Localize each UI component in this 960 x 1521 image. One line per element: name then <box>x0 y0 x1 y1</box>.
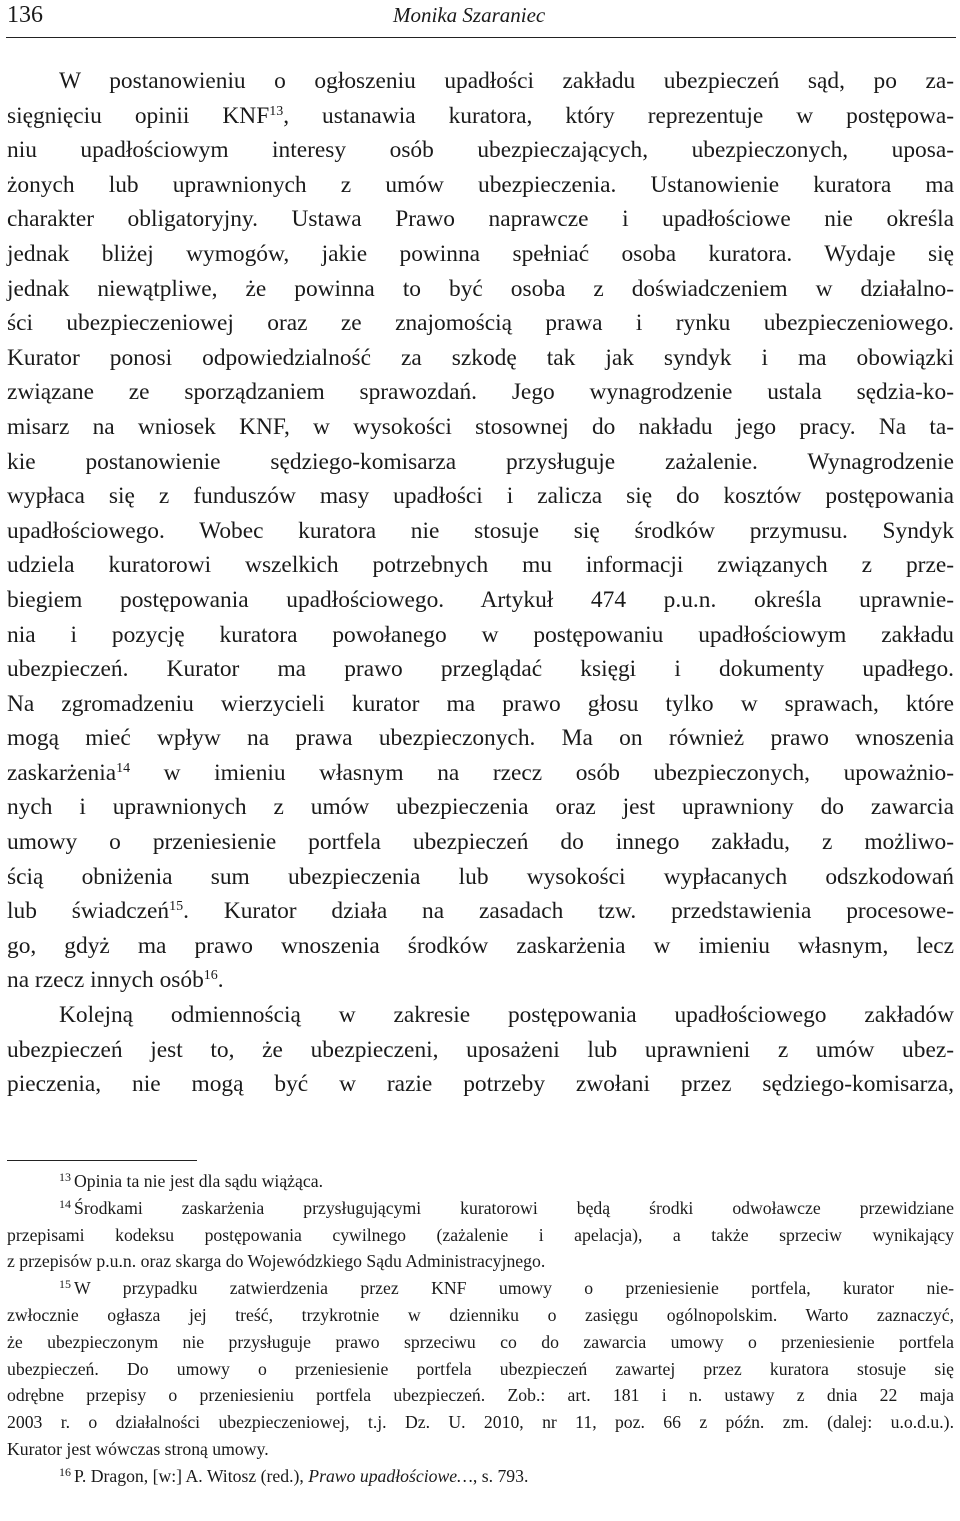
footnote-text: Środkami zaskarżenia przysługującymi kuratorowi będą środki odwoławcze przewidziane <box>74 1197 954 1218</box>
page-number: 136 <box>7 2 43 28</box>
footnote-text: W przypadku zatwierdzenia przez KNF umowy o przeniesienie portfela, kurator nie- <box>74 1278 954 1299</box>
footnote-line <box>7 1409 954 1436</box>
footnote-line <box>7 1302 954 1329</box>
page-header <box>0 0 960 40</box>
text-run: jednak niewątpliwe, że powinna to być osoba z doświadczeniem w działalno- <box>7 275 954 302</box>
text-run: lub świadczeń <box>7 898 170 925</box>
text-run: misarz na wniosek KNF, w wysokości stosownej do nakładu jego pracy. Na ta- <box>7 413 954 440</box>
text-line <box>7 756 954 791</box>
text-run: umowy o przeniesienie portfela ubezpieczeń do innego zakładu, z możliwo- <box>7 829 954 856</box>
text-line <box>7 375 954 410</box>
text-line <box>7 548 954 583</box>
text-run: sięgnięciu opinii KNF <box>7 102 270 129</box>
footnote-text: Kurator jest wówczas stroną umowy. <box>7 1438 269 1459</box>
footnote-text: 2003 r. o działalności ubezpieczeniowej, t.j. Dz. U. 2010, nr 11, poz. 66 z późn. zm. (dalej: u.o.d.u.). <box>7 1412 954 1433</box>
footnote-line <box>7 1168 954 1195</box>
text-line <box>7 1067 954 1102</box>
text-line <box>7 687 954 722</box>
footnote-number: 13 <box>59 1170 71 1184</box>
text-run: ubezpieczeń jest to, że ubezpieczeni, uposażeni lub uprawnieni z umów ubez- <box>7 1036 954 1063</box>
text-run: Na zgromadzeniu wierzycieli kurator ma prawo głosu tylko w sprawach, które <box>7 690 954 717</box>
footnote-number: 14 <box>59 1196 71 1211</box>
text-run: go, gdyż ma prawo wnoszenia środków zaskarżenia w imieniu własnym, lecz <box>7 932 954 959</box>
footnote-text: odrębne przepisy o przeniesieniu portfela ubezpieczeń. Zob.: art. 181 i n. ustawy z dnia 22 maja <box>7 1385 954 1406</box>
footnote-text: P. Dragon, [w:] A. Witosz (red.), <box>74 1465 309 1486</box>
text-line <box>7 652 954 687</box>
text-line <box>7 445 954 480</box>
footnote-number: 16 <box>59 1464 71 1479</box>
footnote-line <box>7 1248 954 1275</box>
text-run: związane ze sporządzaniem sprawozdań. Jego wynagrodzenie ustala sędzia-ko- <box>7 379 954 406</box>
text-run: niu upadłościowym interesy osób ubezpieczających, ubezpieczonych, uposa- <box>7 137 954 164</box>
footnote-text: ubezpieczeń. Do umowy o przeniesienie portfela ubezpieczeń zawartej przez kuratora stosuje się <box>7 1358 954 1379</box>
text-line <box>7 168 954 203</box>
footnote-ref: 14 <box>116 760 131 776</box>
text-line <box>7 410 954 445</box>
text-run: na rzecz innych osób <box>7 967 204 994</box>
footnote-ref: 13 <box>269 103 284 119</box>
text-run: ści ubezpieczeniowej oraz ze znajomością prawa i rynku ubezpieczeniowego. <box>7 310 954 337</box>
text-run: ubezpieczeń. Kurator ma prawo przeglądać księgi i dokumenty upadłego. <box>7 656 954 683</box>
text-run: jednak bliżej wymogów, jakie powinna spełniać osoba kuratora. Wydaje się <box>7 240 954 267</box>
text-run: zaskarżenia <box>7 759 117 786</box>
footnote-line <box>7 1195 954 1222</box>
text-line <box>7 618 954 653</box>
footnote-text: z przepisów p.u.n. oraz skarga do Wojewódzkiego Sądu Administracyjnego. <box>7 1251 546 1272</box>
text-run: nia i pozycję kuratora powołanego w postępowaniu upadłościowym zakładu <box>7 621 954 648</box>
footnote-text: przepisami kodeksu postępowania cywilnego (zażalenie i apelacja), a także sprzeciw wynikający <box>7 1224 954 1245</box>
text-line <box>7 825 954 860</box>
main-text <box>7 64 954 1102</box>
footnote-title: Prawo upadłościowe… <box>308 1465 473 1486</box>
text-line <box>7 721 954 756</box>
footnote-line <box>7 1463 954 1490</box>
text-line <box>7 99 954 134</box>
text-run: Kolejną odmiennością w zakresie postępowania upadłościowego zakładów <box>59 1002 954 1029</box>
footnote-text: zwłocznie ogłasza jej treść, trzykrotnie w dzienniku o zasięgu ogólnopolskim. Warto zaznaczyć, <box>7 1304 954 1325</box>
text-run: wypłaca się z funduszów masy upadłości i zalicza się do kosztów postępowania <box>7 483 954 510</box>
text-line <box>7 963 954 998</box>
footnote-line <box>7 1436 954 1463</box>
text-line <box>7 306 954 341</box>
text-run: , ustanawia kuratora, który reprezentuje w postępowa- <box>283 102 954 129</box>
footnote-ref: 15 <box>169 899 184 915</box>
text-line <box>7 237 954 272</box>
text-line <box>7 894 954 929</box>
text-run: pieczenia, nie mogą być w razie potrzeby zwołani przez sędziego-komisarza, <box>7 1071 954 1098</box>
footnote-line <box>7 1382 954 1409</box>
text-run: . <box>217 967 224 994</box>
text-run: biegiem postępowania upadłościowego. Artykuł 474 p.u.n. określa uprawnie- <box>7 586 954 613</box>
text-run: mogą mieć wpływ na prawa ubezpieczonych. Ma on również prawo wnoszenia <box>7 725 954 752</box>
text-run: w imieniu własnym na rzecz osób ubezpieczonych, upoważnio- <box>130 759 954 786</box>
text-run: Kurator ponosi odpowiedzialność za szkodę tak jak syndyk i ma obowiązki <box>7 344 954 371</box>
footnote-line <box>7 1329 954 1356</box>
footnote-line <box>7 1275 954 1302</box>
text-run: nych i uprawnionych z umów ubezpieczenia oraz jest uprawniony do zawarcia <box>7 794 954 821</box>
footnote-number: 15 <box>59 1277 71 1292</box>
text-run: żonych lub uprawnionych z umów ubezpieczenia. Ustanowienie kuratora ma <box>7 171 954 198</box>
text-line <box>7 479 954 514</box>
text-line <box>7 64 954 99</box>
text-run: ścią obniżenia sum ubezpieczenia lub wysokości wypłacanych odszkodowań <box>7 863 954 890</box>
text-run: kie postanowienie sędziego-komisarza przysługuje zażalenie. Wynagrodzenie <box>7 448 954 475</box>
text-run: charakter obligatoryjny. Ustawa Prawo naprawcze i upadłościowe nie określa <box>7 206 954 233</box>
text-line <box>7 272 954 307</box>
text-line <box>7 790 954 825</box>
footnote-ref: 16 <box>203 968 218 984</box>
header-rule <box>6 37 956 38</box>
text-line <box>7 929 954 964</box>
text-line <box>7 514 954 549</box>
footnotes <box>7 1168 954 1490</box>
text-line <box>7 860 954 895</box>
text-line <box>7 1033 954 1068</box>
text-line <box>7 133 954 168</box>
text-line <box>7 583 954 618</box>
footnote-text: że ubezpieczonym nie przysługuje prawo sprzeciwu co do zawarcia umowy o przeniesienie portfela <box>7 1331 954 1352</box>
footnote-separator <box>7 1160 197 1161</box>
text-run: . Kurator działa na zasadach tzw. przedstawienia procesowe- <box>183 898 954 925</box>
text-run: upadłościowego. Wobec kuratora nie stosuje się środków przymusu. Syndyk <box>7 517 954 544</box>
footnote-text: Opinia ta nie jest dla sądu wiążąca. <box>74 1171 323 1191</box>
text-line <box>7 202 954 237</box>
text-line <box>7 341 954 376</box>
running-head-author: Monika Szaraniec <box>393 3 546 27</box>
text-run: W postanowieniu o ogłoszeniu upadłości zakładu ubezpieczeń sąd, po za- <box>59 68 954 94</box>
text-line <box>7 998 954 1033</box>
footnote-line <box>7 1222 954 1249</box>
footnote-text: , s. 793. <box>472 1465 529 1486</box>
text-run: udziela kuratorowi wszelkich potrzebnych mu informacji związanych z prze- <box>7 552 954 579</box>
footnote-line <box>7 1356 954 1383</box>
